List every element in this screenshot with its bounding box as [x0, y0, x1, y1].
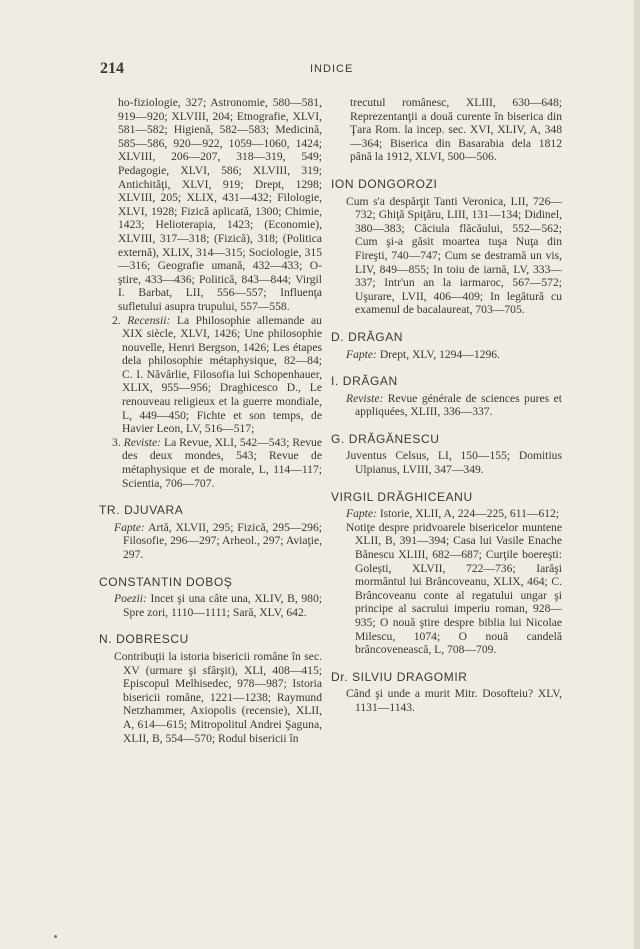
- category-label: Reviste:: [123, 435, 162, 449]
- entry-text: Revue générale de sciences pures et appliquées, XLIII, 336—337.: [355, 391, 562, 419]
- author-entry: [346, 392, 562, 419]
- category-label: Reviste:: [346, 391, 384, 405]
- author-entry: [114, 592, 322, 619]
- page-edge: [634, 0, 640, 949]
- list-item-recensii: [112, 314, 322, 436]
- author-name: G. DRĂGĂNESCU: [331, 431, 440, 446]
- author-name: N. DOBRESCU: [99, 632, 189, 647]
- scan-speck: [54, 935, 57, 938]
- item-number: 2.: [112, 313, 121, 327]
- author-entry: [346, 348, 562, 362]
- author-name: ION DONGOROZI: [331, 176, 438, 191]
- list-item-reviste: [112, 436, 322, 490]
- category-label: Poezii:: [114, 592, 147, 606]
- page-header: [88, 60, 558, 80]
- entry-text: Istorie, XLII, A, 224—225, 611—612;: [379, 507, 560, 521]
- entry-text: Artă, XLVII, 295; Fizică, 295—296; Filosofie, 296—297; Arheol., 297; Aviaţie, 297.: [123, 520, 322, 561]
- category-label: Fapte:: [114, 520, 145, 534]
- right-column: [331, 96, 562, 715]
- author-name: TR. DJUVARA: [99, 503, 184, 518]
- left-column: [99, 96, 322, 745]
- page-number: 214: [100, 60, 124, 77]
- author-entry: Contribuţii la istoria bisericii române în sec. XV (urmare şi sfârşit), XLI, 408—415; Episcopul Melhisedec, 978—987; Istoria bisericii române, 1221—1238; Raymund Netzhammer, Axiopolis (recensie), XLII, A, 614—615; Mitropolitul Andrei Şaguna, XLII, B, 554—570; Rodul bisericii în: [114, 649, 322, 745]
- author-entry: Cum s'a despărţit Tanti Veronica, LII, 726—732; Ghiţă Spiţăru, LIII, 131—134; Didinel, 380—383; Căciula flăcăului, 552—562; Cum şi-a găsit moartea tuşa Nuţa din Fireşti, 740—747; Cum se destramă un vis, LIV, 849—855; In toiu de iarnă, LV, 333—337; Intr'un an la iarmaroc, 567—572; Uşurare, LVII, 406—409; In legătură cu examenul de bacalaureat, 703—705.: [346, 194, 562, 317]
- continued-entry: trecutul românesc, XLIII, 630—648; Reprezentanţii a două curente în biserica din Ţara Rom. la incep. sec. XVI, XLIV, A, 348—364; Biserica din Basarabia dela 1812 până la 1912, XLVI, 500—506.: [350, 96, 562, 164]
- item-number: 3.: [112, 435, 121, 449]
- author-entry: [346, 507, 562, 521]
- author-entry: [114, 521, 322, 562]
- item-text: La Philosophie allemande au XIX siècle, XLVI, 1426; Une philosophie nouvelle, Henri Bergson, 1426; Les étapes dela philosophie métaphysique, 82—84; C. I. Năvârlie, Filosofia lui Schopenhauer, XLIX, 955—956; Draghicesco D., Le renouveau religieux et la guerre mondiale, L, 449—450; Fichte et son temps, de Havier Leon, LV, 516—517;: [122, 313, 322, 436]
- entry-text: Incet şi una câte una, XLIV, B, 980; Spre zori, 1110—1111; Sară, XLV, 642.: [123, 592, 322, 619]
- author-name: VIRGIL DRĂGHICEANU: [331, 489, 473, 504]
- author-name: CONSTANTIN DOBOŞ: [99, 574, 233, 589]
- author-entry-continued: Notiţe despre pridvoarele bisericelor muntene XLII, B, 391—394; Casa lui Vasile Enache Bănescu XLIII, 682—687; Curţile boereşti: Golești, XLVII, 722—736; Iarăşi mormântul lui Brâncoveanu, XLIX, 464; C. Brâncoveanu conte al regatului ungar şi principe al sacrului imperiu roman, 928—935; O nouă ştire despre biblia lui Nicolae Milescu, 1074; O nouă candelă brâncovenească, L, 708—709.: [346, 520, 562, 657]
- item-text: La Revue, XLI, 542—543; Revue des deux mondes, 543; Revue de métaphysique et de morale, L, 114—117; Scientia, 706—707.: [122, 435, 322, 490]
- author-entry: Juventus Celsus, LI, 150—155; Domitius Ulpianus, LVIII, 347—349.: [346, 449, 562, 477]
- category-label: Fapte:: [346, 507, 377, 521]
- entry-text: Drept, XLV, 1294—1296.: [379, 347, 500, 361]
- author-name: D. DRĂGAN: [331, 329, 404, 344]
- author-name: Dr. SILVIU DRAGOMIR: [331, 669, 468, 684]
- category-label: Fapte:: [346, 347, 377, 361]
- running-title: INDICE: [310, 63, 354, 75]
- category-label: Recensii:: [127, 313, 171, 327]
- author-name: I. DRĂGAN: [331, 374, 398, 389]
- continued-entry: ho-fiziologie, 327; Astronomie, 580—581, 919—920; XLVIII, 204; Etnografie, XLVI, 581—582; Higienă, 582—583; Medicină, 585—586, 920—922, 1059—1060, 1424; XLVIII, 206—207, 318—319, 549; Pedagogie, XLVI, 586; XLVIII, 319; Antichităţi, XLVI, 919; Drept, 1298; XLVIII, 205; XLIX, 431—432; Filologie, XLVI, 1928; Fizică aplicată, 1300; Chimie, 1423; Helioterapia, 1423; (Economie), XLVIII, 317—318; (Fizică), 318; (Politica externă), XLIX, 314—315; Sociologie, 315—316; Geografie umană, 432—433; O-ştire, 433—436; Politică, 843—844; Virgil I. Barbat, LII, 556—557; Influenţa sufletului asupra trupului, 557—558.: [118, 96, 322, 313]
- author-entry: Când şi unde a murit Mitr. Dosofteiu? XLV, 1131—1143.: [346, 687, 562, 714]
